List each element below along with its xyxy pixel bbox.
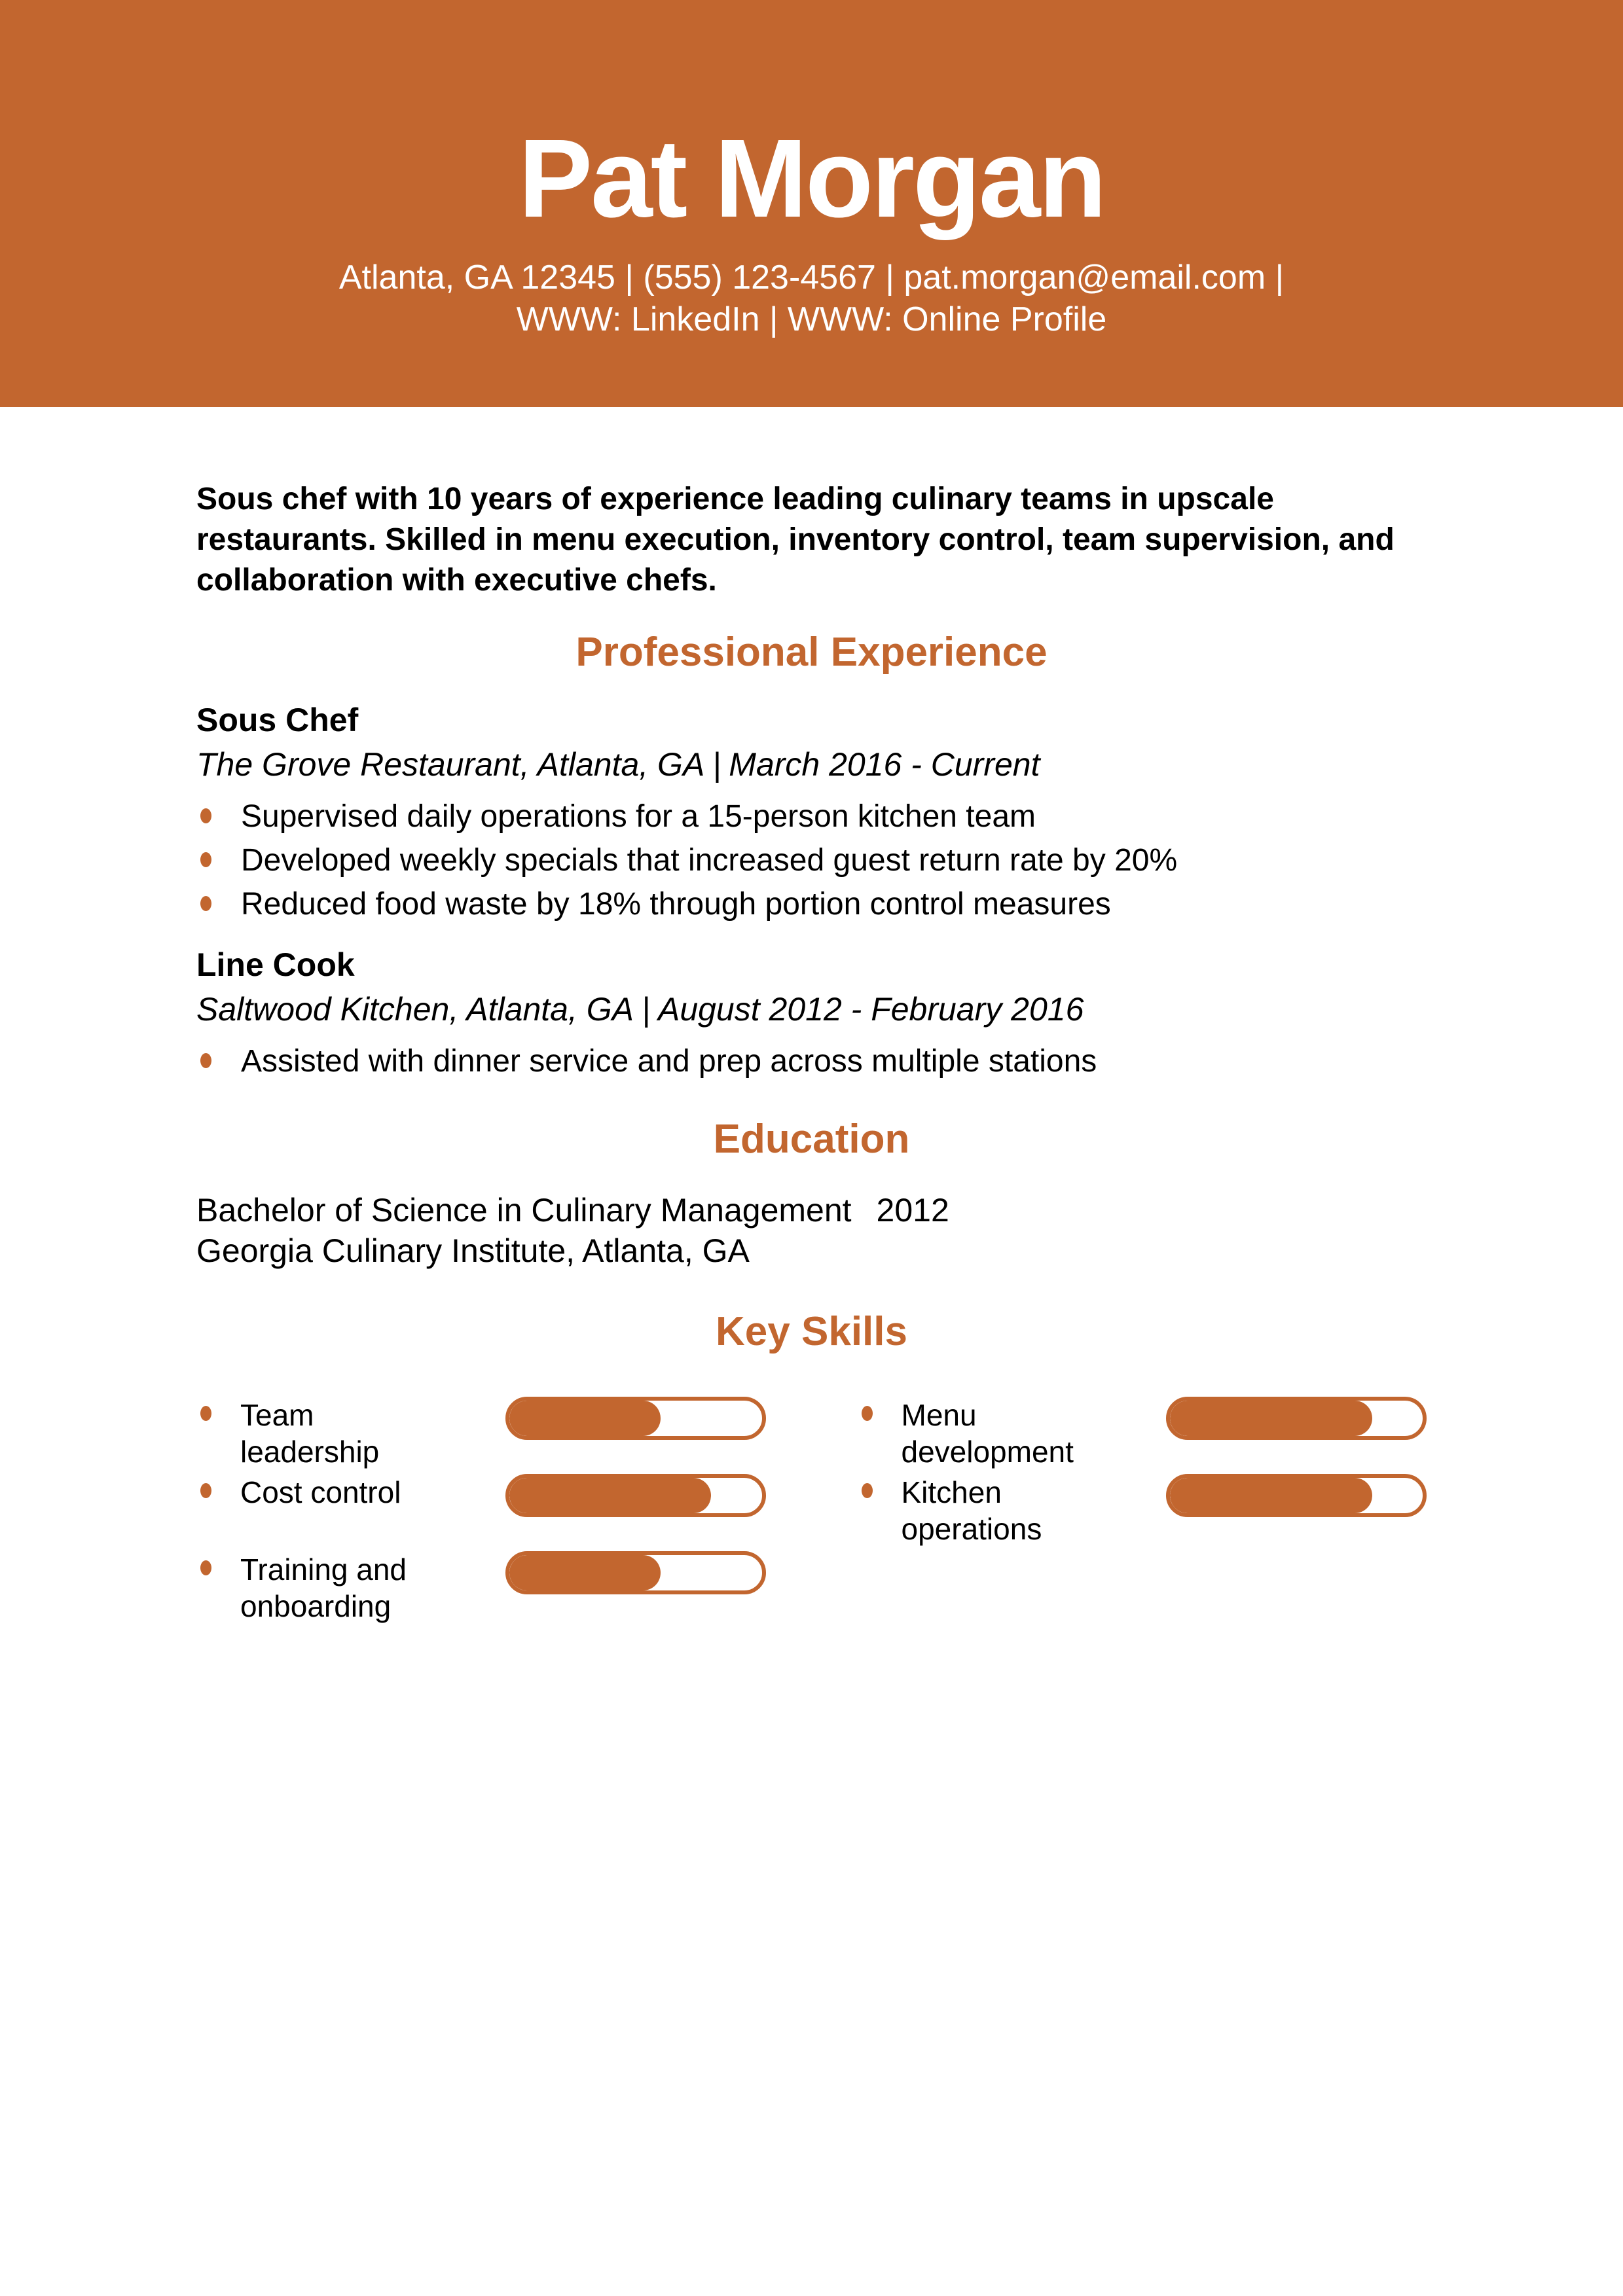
candidate-name: Pat Morgan [518,117,1105,241]
skill-bar-fill [509,1478,712,1513]
skill-item-team-leadership [196,1397,766,1470]
skill-label: Cost control [240,1475,401,1509]
job-meta [196,745,1427,784]
contact-line-1: Atlanta, GA 12345 | (555) 123-4567 | pat.morgan@email.com | [338,259,1285,296]
skill-bar [1166,1397,1427,1440]
skill-bar [1166,1474,1427,1517]
bullet-icon [862,1483,873,1498]
header [0,0,1623,407]
education-entry [196,1190,1427,1271]
skill-bar-fill [509,1555,661,1590]
skill-label: Menu development [901,1398,1074,1469]
job-dates: March 2016 - Current [729,746,1040,783]
section-title-education: Education [713,1117,910,1162]
summary-text: Sous chef with 10 years of experience leading culinary teams in upscale restaurants. Skilled in menu execution, inventory control, team supervision, and collaboration with executive chefs. [196,482,1395,598]
bullet-list [196,800,1427,922]
meta-separator: | [712,746,721,783]
skill-item-kitchen-operations [858,1474,1427,1547]
section-title-experience: Professional Experience [575,630,1048,675]
skill-bar [505,1397,766,1440]
skill-bar [505,1474,766,1517]
bullet-item: Reduced food waste by 18% through portion control measures [196,888,1427,922]
skill-bar-fill [1170,1478,1372,1513]
skill-label: Kitchen operations [901,1475,1042,1546]
skill-bar-fill [509,1401,661,1436]
bullet-icon [200,1560,211,1575]
contact-line-2: WWW: LinkedIn | WWW: Online Profile [516,300,1107,338]
bullet-item: Supervised daily operations for a 15-person kitchen team [196,800,1427,834]
job-title: Sous Chef [196,702,359,738]
skill-bar-fill [1170,1401,1372,1436]
education-school: Georgia Culinary Institute, Atlanta, GA [196,1232,750,1269]
job-meta [196,990,1427,1029]
bullet-list [196,1045,1427,1079]
resume-body [0,479,1623,1624]
graduation-year: 2012 [876,1192,949,1229]
bullet-item: Assisted with dinner service and prep across multiple stations [196,1045,1427,1079]
section-title-skills: Key Skills [716,1309,907,1354]
skill-item-menu-development [858,1397,1427,1470]
bullet-item: Developed weekly specials that increased guest return rate by 20% [196,844,1427,878]
bullet-icon [862,1406,873,1421]
skill-bar [505,1551,766,1594]
skill-label: Team leadership [240,1398,380,1469]
job-entry-sous-chef [196,700,1427,922]
meta-separator: | [641,991,650,1028]
degree: Bachelor of Science in Culinary Management [196,1192,852,1229]
bullet-icon [200,1483,211,1498]
skill-label: Training and onboarding [240,1552,407,1623]
job-title: Line Cook [196,946,355,983]
skill-item-training-onboarding [196,1551,766,1624]
job-entry-line-cook [196,945,1427,1079]
education-degree-line [196,1190,1427,1230]
contact-info [0,257,1623,340]
skills-grid [196,1397,1427,1624]
bullet-icon [200,1406,211,1421]
job-company: The Grove Restaurant, Atlanta, GA [196,746,705,783]
skill-item-cost-control [196,1474,766,1547]
job-dates: August 2012 - February 2016 [657,991,1084,1028]
job-company: Saltwood Kitchen, Atlanta, GA [196,991,634,1028]
